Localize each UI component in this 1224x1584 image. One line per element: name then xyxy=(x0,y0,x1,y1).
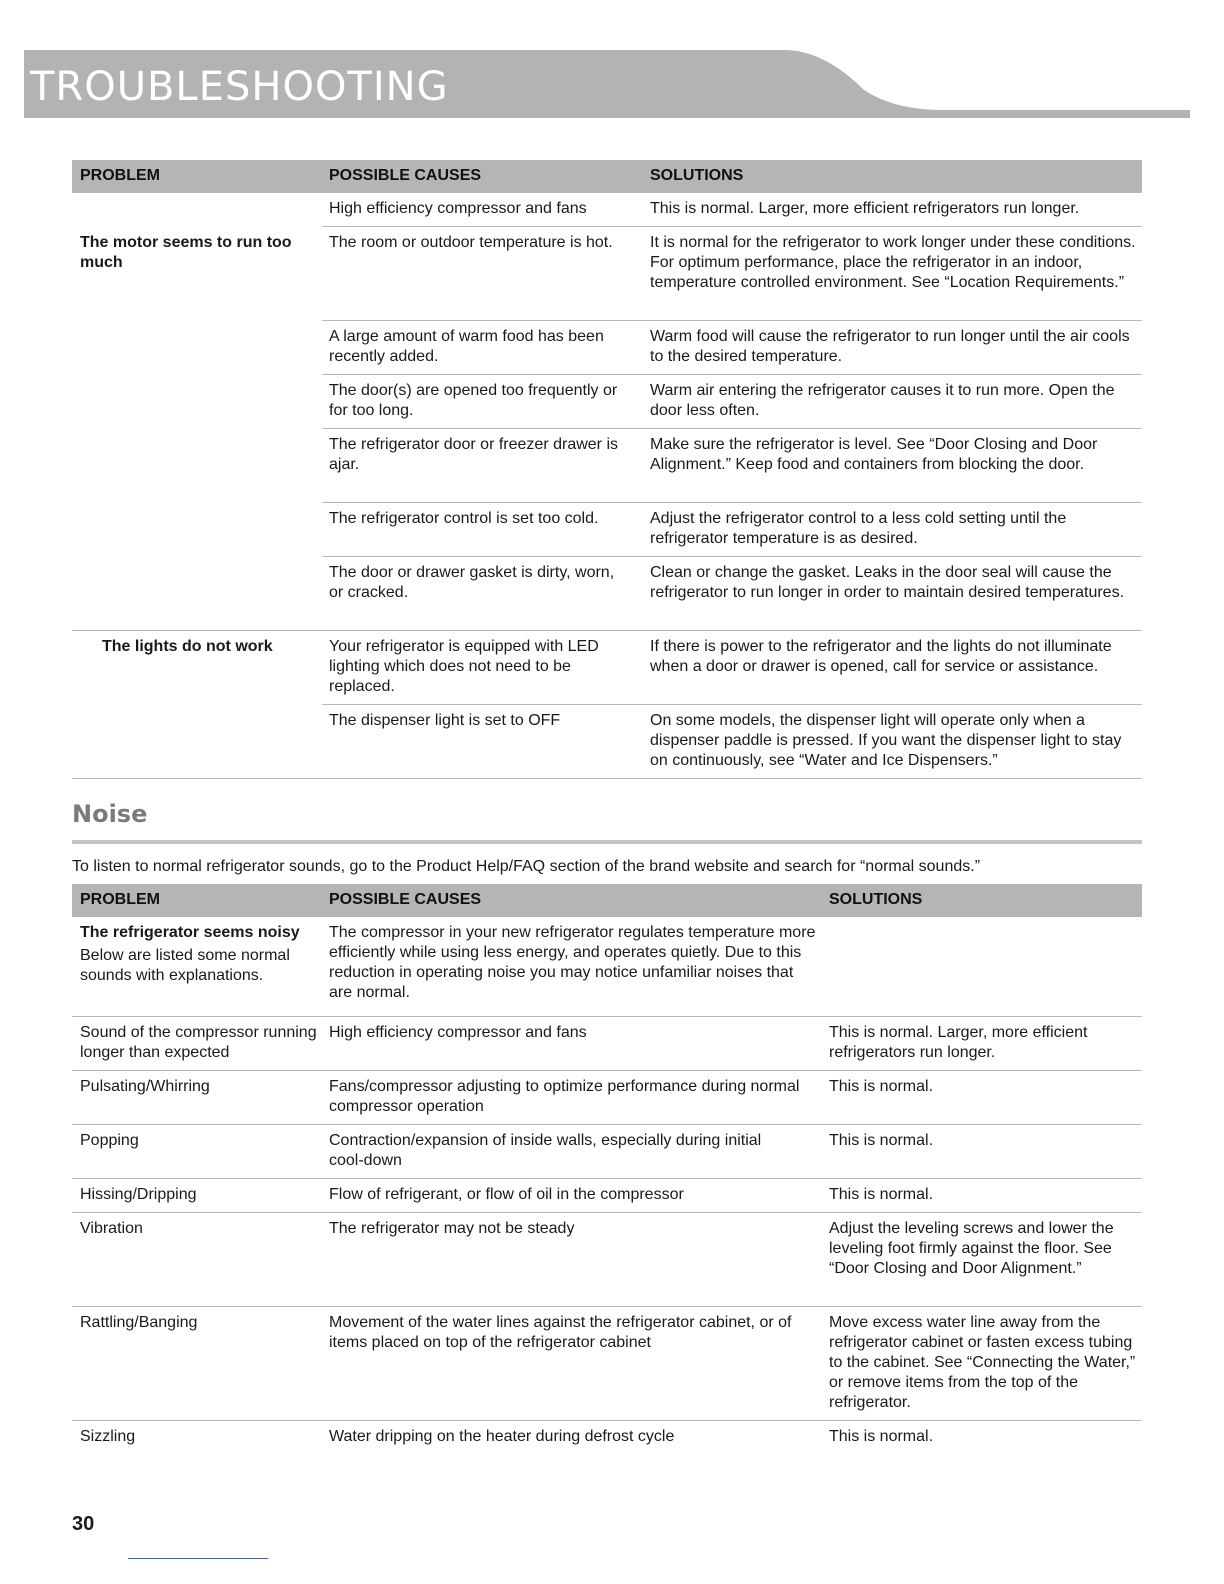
page-number: 30 xyxy=(72,1513,95,1535)
table-row xyxy=(72,1016,1142,1070)
cause-text: High efficiency compressor and fans xyxy=(329,200,587,217)
problem-text: Sizzling xyxy=(80,1428,136,1445)
page-title: TROUBLESHOOTING xyxy=(30,64,449,110)
noise-intro-text: To listen to normal refrigerator sounds, go to the Product Help/FAQ section of the brand website and search for “normal sounds.” xyxy=(72,858,981,875)
problem-text: Pulsating/Whirring xyxy=(80,1078,210,1095)
table-row xyxy=(322,374,1142,428)
table-row xyxy=(322,320,1142,374)
solution-text: This is normal. Larger, more efficient refrigerators run longer. xyxy=(650,200,1080,217)
cause-text: The refrigerator may not be steady xyxy=(329,1220,575,1237)
cause-text: The refrigerator door or freezer drawer is ajar. xyxy=(329,436,618,473)
cause-text: Flow of refrigerant, or flow of oil in the compressor xyxy=(329,1186,684,1203)
problem-text: Hissing/Dripping xyxy=(80,1186,197,1203)
table-row xyxy=(322,193,1142,226)
solution-text: This is normal. xyxy=(829,1132,934,1149)
column-header-causes: POSSIBLE CAUSES xyxy=(329,891,482,908)
cause-text: The refrigerator control is set too cold. xyxy=(329,510,599,527)
cause-text: A large amount of warm food has been recently added. xyxy=(329,328,604,365)
table-header xyxy=(72,160,1142,193)
solution-text: Adjust the leveling screws and lower the leveling foot firmly against the floor. See “Door Closing and Door Alignment.” xyxy=(829,1220,1114,1277)
problem-text: Vibration xyxy=(80,1220,143,1237)
solution-text: Warm food will cause the refrigerator to run longer until the air cools to the desired temperature. xyxy=(650,328,1130,365)
cause-text: The room or outdoor temperature is hot. xyxy=(329,234,613,251)
troubleshooting-table xyxy=(72,160,1142,779)
problem-subtext: Below are listed some normal sounds with explanations. xyxy=(80,947,290,984)
cause-text: Fans/compressor adjusting to optimize performance during normal compressor operation xyxy=(329,1078,800,1115)
problem-group-motor xyxy=(72,193,1142,630)
problem-label: The motor seems to run too much xyxy=(80,234,292,271)
table-row xyxy=(72,1178,1142,1212)
cause-text: Your refrigerator is equipped with LED lighting which does not need to be replaced. xyxy=(329,638,599,695)
problem-text: Sound of the compressor running longer than expected xyxy=(80,1024,317,1061)
table-header xyxy=(72,884,1142,917)
column-header-causes: POSSIBLE CAUSES xyxy=(329,167,482,184)
solution-text: This is normal. xyxy=(829,1078,934,1095)
table-row xyxy=(322,226,1142,320)
column-header-problem: PROBLEM xyxy=(80,167,160,184)
table-row xyxy=(72,1124,1142,1178)
problem-label: The refrigerator seems noisy xyxy=(80,924,300,941)
noise-section-title: Noise xyxy=(72,800,148,828)
table-bottom-rule xyxy=(72,778,1142,779)
column-header-solutions: SOLUTIONS xyxy=(829,891,923,908)
cause-text: The door(s) are opened too frequently or for too long. xyxy=(329,382,618,419)
table-row xyxy=(72,1212,1142,1306)
table-row xyxy=(72,1070,1142,1124)
table-row xyxy=(322,556,1142,630)
table-row xyxy=(322,428,1142,502)
table-row xyxy=(322,704,1142,778)
cause-text: The dispenser light is set to OFF xyxy=(329,712,561,729)
solution-text: If there is power to the refrigerator and the lights do not illuminate when a door or drawer is opened, call for service or assistance. xyxy=(650,638,1112,675)
solution-text: On some models, the dispenser light will operate only when a dispenser paddle is pressed. If you want the dispenser light to stay on continuously, see “Water and Ice Dispensers.” xyxy=(650,712,1122,769)
cause-text: The door or drawer gasket is dirty, worn, or cracked. xyxy=(329,564,615,601)
table-row xyxy=(72,1420,1142,1454)
cause-text: Movement of the water lines against the refrigerator cabinet, or of items placed on top of the refrigerator cabinet xyxy=(329,1314,792,1351)
solution-text: This is normal. xyxy=(829,1186,934,1203)
solution-text: Warm air entering the refrigerator causes it to run more. Open the door less often. xyxy=(650,382,1115,419)
solution-text: Adjust the refrigerator control to a less cold setting until the refrigerator temperature is as desired. xyxy=(650,510,1067,547)
problem-cell xyxy=(80,923,315,986)
cause-text: Contraction/expansion of inside walls, especially during initial cool-down xyxy=(329,1132,762,1169)
table-row xyxy=(322,502,1142,556)
solution-text: Move excess water line away from the refrigerator cabinet or fasten excess tubing to the cabinet. See “Connecting the Water,” or remove items from the top of the refrigerator. xyxy=(829,1314,1136,1411)
table-row xyxy=(72,1306,1142,1420)
column-header-solutions: SOLUTIONS xyxy=(650,167,744,184)
problem-text: Rattling/Banging xyxy=(80,1314,198,1331)
solution-text: Clean or change the gasket. Leaks in the door seal will cause the refrigerator to run longer in order to maintain desired temperatures. xyxy=(650,564,1125,601)
table-row xyxy=(322,631,1142,704)
solution-text: This is normal. Larger, more efficient refrigerators run longer. xyxy=(829,1024,1088,1061)
column-header-problem: PROBLEM xyxy=(80,891,160,908)
cause-text: Water dripping on the heater during defrost cycle xyxy=(329,1428,675,1445)
cause-text: High efficiency compressor and fans xyxy=(329,1024,587,1041)
noise-table xyxy=(72,884,1142,1454)
footer-line xyxy=(128,1558,268,1559)
problem-label: The lights do not work xyxy=(102,638,273,655)
section-divider xyxy=(72,840,1142,844)
solution-text: It is normal for the refrigerator to work longer under these conditions. For optimum performance, place the refrigerator in an indoor, temperature controlled environment. See “Location Requirements.” xyxy=(650,234,1136,291)
section-banner xyxy=(24,50,1190,118)
problem-text: Popping xyxy=(80,1132,139,1149)
table-row xyxy=(72,917,1142,1016)
problem-group-lights xyxy=(72,630,1142,778)
solution-text: Make sure the refrigerator is level. See “Door Closing and Door Alignment.” Keep food and containers from blocking the door. xyxy=(650,436,1098,473)
cause-text: The compressor in your new refrigerator regulates temperature more efficiently while using less energy, and operates quietly. Due to this reduction in operating noise you may notice unfamiliar noises that are normal. xyxy=(329,924,816,1001)
solution-text: This is normal. xyxy=(829,1428,934,1445)
